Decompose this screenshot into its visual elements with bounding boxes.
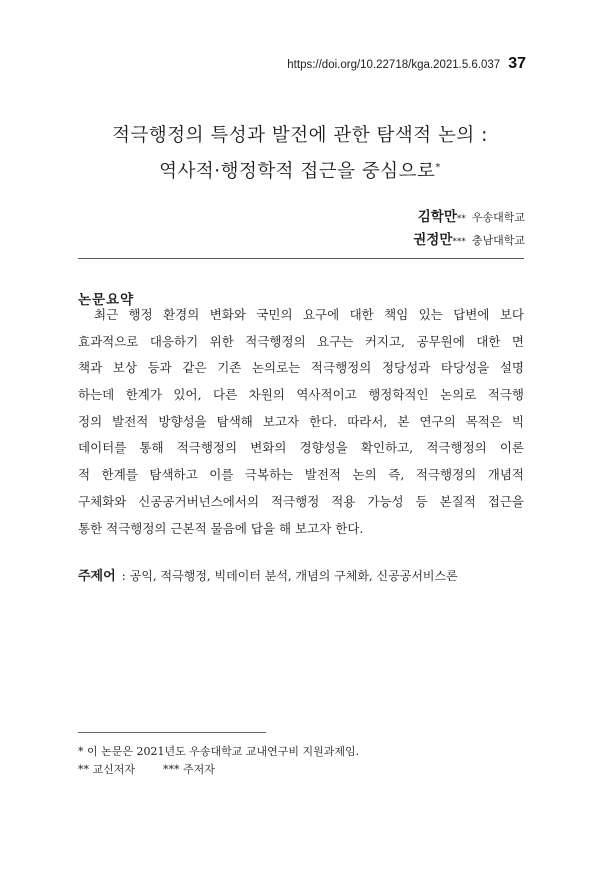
footnote-rule: [78, 732, 266, 733]
abstract-line: 데이터를 통해 적극행정의 변화의 경향성을 확인하고, 적극행정의 이론: [78, 440, 524, 456]
footnote-funding-text: 이 논문은 2021년도 우송대학교 교내연구비 지원과제임.: [87, 745, 360, 758]
abstract-line: 적 한계를 탐색하고 이를 극복하는 발전적 논의 즉, 적극행정의 개념적: [78, 467, 524, 483]
keywords: [78, 565, 524, 584]
paper-title: [0, 120, 600, 188]
doi-link[interactable]: https://doi.org/10.22718/kga.2021.5.6.037: [287, 59, 501, 71]
title-footnote-mark: *: [435, 162, 441, 173]
abstract-heading: 논문요약: [78, 292, 135, 308]
author-1-affiliation: 우송대학교: [471, 211, 525, 224]
abstract-line: 효과적으로 대응하기 위한 적극행정의 요구는 커지고, 공무원에 대한 면: [78, 333, 524, 349]
title-line-2: [0, 152, 600, 188]
abstract-line: 최근 행정 환경의 변화와 국민의 요구에 대한 책임 있는 답변에 보다: [94, 307, 524, 322]
footnote-funding: [78, 743, 359, 761]
footnote-first-author-mark: **: [78, 763, 89, 776]
abstract-line: 책과 보상 등과 같은 기존 논의로는 적극행정의 정당성과 타당성을 설명: [78, 360, 524, 376]
author-2: [413, 229, 525, 252]
author-1-name: 김학만: [417, 209, 457, 225]
author-2-affiliation: 충남대학교: [471, 234, 525, 247]
abstract-line: 구체화와 신공공거버넌스에서의 적극행정 적용 가능성 등 본질적 접근을: [78, 493, 524, 509]
author-list: [413, 206, 525, 252]
author-2-name: 권정만: [413, 232, 453, 248]
abstract-body: [78, 302, 524, 542]
keywords-text: 공익, 적극행정, 빅데이터 분석, 개념의 구체화, 신공공서비스론: [129, 569, 458, 583]
footnote-first-author-text: 교신저자: [92, 763, 136, 776]
abstract-line: 통한 적극행정의 근본적 물음에 답을 해 보고자 한다.: [78, 520, 364, 536]
title-line-1: 적극행정의 특성과 발전에 관한 탐색적 논의 :: [112, 125, 488, 146]
footnotes: [78, 743, 359, 779]
footnote-corresponding-text: 주저자: [183, 763, 215, 776]
footnote-funding-mark: *: [78, 745, 84, 758]
keywords-separator: :: [121, 569, 126, 583]
author-1-mark: **: [456, 214, 466, 224]
author-2-mark: ***: [452, 237, 466, 247]
page-number: 37: [508, 55, 526, 72]
abstract-line: 정의 발전적 방향성을 탐색해 보고자 한다. 따라서, 본 연구의 목적은 빅: [78, 413, 524, 429]
divider-rule: [78, 258, 524, 259]
running-header: [287, 55, 526, 73]
abstract-line: 하는데 한계가 있어, 다른 차원의 역사적이고 행정학적인 논의로 적극행: [78, 387, 524, 403]
title-line-2-text: 역사적·행정학적 접근을 중심으로: [159, 161, 436, 183]
keywords-label: 주제어: [78, 569, 116, 584]
author-1: [413, 206, 525, 229]
footnote-corresponding-mark: ***: [163, 763, 180, 776]
footnote-authors: [78, 761, 359, 779]
